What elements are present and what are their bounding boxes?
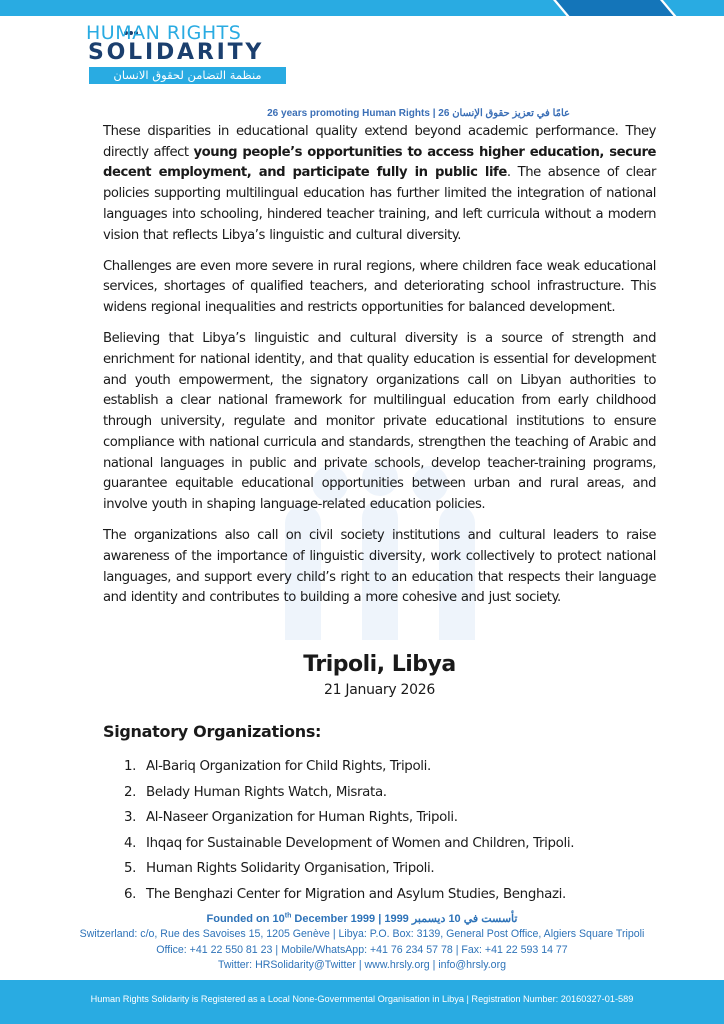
list-item	[124, 859, 644, 885]
list-number: 5.	[124, 861, 137, 876]
header-band	[0, 0, 724, 16]
address-line: Switzerland: c/o, Rue des Savoises 15, 1205 Genève | Libya: P.O. Box: 3139, General Post Office, Algiers Square Tripoli	[79, 928, 645, 941]
logo-arabic-name: منظمة التضامن لحقوق الانسان	[89, 67, 286, 84]
list-item-label: Human Rights Solidarity Organisation, Tripoli.	[146, 861, 435, 876]
signatories-heading: Signatory Organizations:	[103, 722, 322, 741]
founded-line	[0, 912, 724, 927]
organization-logo	[86, 20, 290, 86]
logo-line-1: HUMAN RIGHTS	[86, 22, 242, 44]
paragraph-4: The organizations also call on civil society institutions and cultural leaders to raise awareness of the importance of linguistic diversity, work collectively to protect national languages, and support every child’s right to an education that respects their language and identity and contributes to building a more cohesive and just society.	[103, 528, 656, 606]
list-item	[124, 885, 644, 911]
list-item	[124, 757, 644, 783]
separator: |	[429, 959, 439, 972]
founded-text: December 1999 | 1999 تأسست في 10 ديسمبر	[291, 913, 518, 925]
paragraph-3: Believing that Libya’s linguistic and cultural diversity is a source of strength and enrichment for national identity, and that quality education is essential for development and youth empowerment, the signatory organizations call on Libyan authorities to establish a clear national framework for multilingual education from early childhood through university, regulate and monitor private educational institutions to ensure compliance with national curricula and standards, strengthen the teaching of Arabic and national languages in public and private schools, develop teacher-training programs, guarantee equitable educational opportunities between urban and rural areas, and involve youth in shaping language-related education policies.	[103, 331, 656, 512]
place-heading: Tripoli, Libya	[303, 652, 456, 677]
founded-ordinal: th	[284, 912, 292, 920]
list-item-label: The Benghazi Center for Migration and Asylum Studies, Benghazi.	[146, 886, 566, 902]
list-item-label: Al-Bariq Organization for Child Rights, Tripoli.	[146, 759, 431, 774]
contacts-line	[0, 958, 724, 973]
tagline: 26 years promoting Human Rights | 26 عامًا في تعزيز حقوق الإنسان	[267, 108, 570, 119]
footer-contact-info	[0, 912, 724, 974]
list-item-label: Ihqaq for Sustainable Development of Women and Children, Tripoli.	[146, 835, 575, 851]
list-number: 1.	[124, 759, 137, 774]
header-band-accent	[553, 0, 676, 16]
website-link[interactable]: www.hrsly.org	[364, 959, 430, 972]
logo-line-2: SOLIDARITY	[88, 40, 265, 65]
paragraph-text: . The absence of clear policies supporting multilingual education has further limited the integration of national languages into schooling, hindered teacher training, and left curricula without a modern vision that reflects Libya’s linguistic and cultural diversity.	[103, 165, 656, 243]
document-date: 21 January 2026	[324, 682, 435, 698]
list-item-label: Belady Human Rights Watch, Misrata.	[146, 784, 387, 800]
email-link[interactable]: info@hrsly.org	[438, 959, 506, 972]
list-item	[124, 834, 644, 860]
twitter-link[interactable]: Twitter: HRSolidarity@Twitter	[217, 959, 356, 972]
paragraph-bold-text: young people’s opportunities to access higher education, secure decent employment, and participate fully in public life	[103, 144, 656, 181]
paragraph-2: Challenges are even more severe in rural regions, where children face weak educational services, shortages of qualified teachers, and deteriorating school infrastructure. This widens regional inequalities and restricts opportunities for balanced development.	[103, 258, 656, 316]
document-body	[103, 122, 656, 619]
founded-text: Founded on 10	[206, 913, 285, 925]
footer-band	[0, 980, 724, 1024]
list-number: 6.	[124, 886, 137, 902]
signatories-list	[124, 757, 644, 910]
list-item	[124, 808, 644, 834]
paragraph-1	[103, 122, 656, 246]
registration-text: Human Rights Solidarity is Registered as a Local None-Governmental Organisation in Libya | Registration Number: 20160327-01-589	[90, 994, 634, 1004]
paragraph-text: These disparities in educational quality extend beyond academic performance. They directly affect	[103, 124, 656, 160]
list-number: 3.	[124, 810, 137, 825]
phone-line: Office: +41 22 550 81 23 | Mobile/WhatsApp: +41 76 234 57 78 | Fax: +41 22 593 14 77	[156, 943, 568, 956]
list-number: 2.	[124, 784, 137, 800]
list-item	[124, 783, 644, 809]
separator: |	[355, 959, 365, 972]
list-item-label: Al-Naseer Organization for Human Rights, Tripoli.	[146, 810, 458, 825]
list-number: 4.	[124, 835, 137, 851]
